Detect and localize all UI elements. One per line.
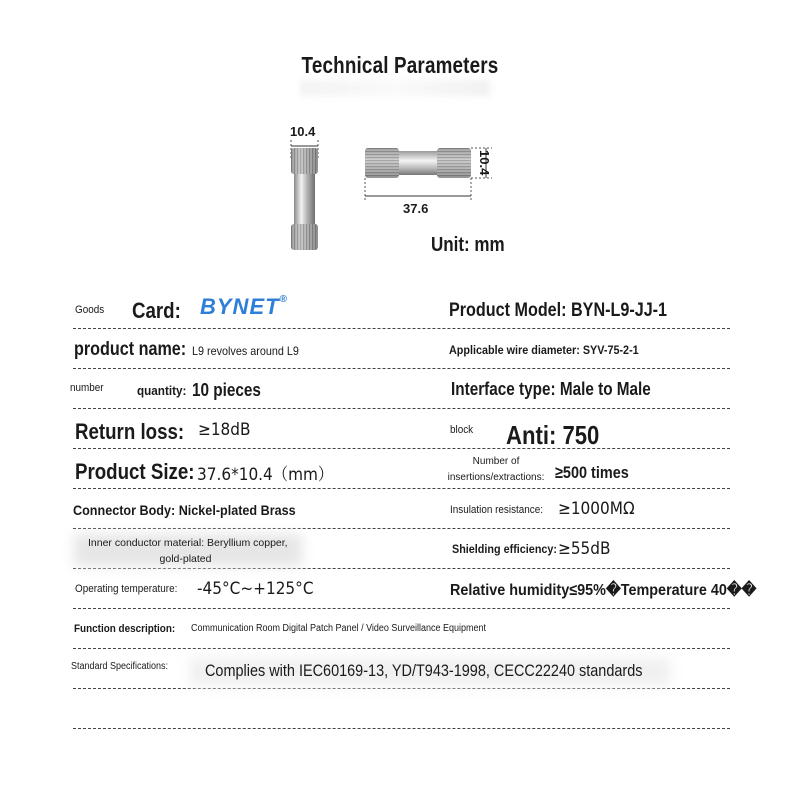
product-size-label: Product Size: bbox=[75, 459, 195, 484]
number-label: number bbox=[70, 382, 104, 394]
standard-value: Complies with IEC60169-13, YD/T943-1998, CECC22240 standards bbox=[205, 661, 643, 680]
brand-logo bbox=[200, 294, 288, 320]
product-name-value: L9 revolves around L9 bbox=[192, 344, 299, 358]
row-divider bbox=[73, 688, 730, 689]
operating-temp-value: -45°C~+125°C bbox=[197, 579, 314, 599]
row-divider bbox=[73, 528, 730, 529]
return-loss-label: Return loss: bbox=[75, 419, 185, 444]
dim-diameter-top: 10.4 bbox=[290, 124, 316, 139]
brand-name: BYNET bbox=[200, 294, 280, 319]
function-label: Function description: bbox=[74, 623, 176, 635]
row-divider bbox=[73, 728, 730, 729]
insulation-value: ≥1000MΩ bbox=[558, 499, 635, 519]
row-divider bbox=[73, 568, 730, 569]
inner-conductor-line1: Inner conductor material: Beryllium copper, bbox=[88, 537, 288, 549]
product-name-label: product name: bbox=[74, 339, 187, 360]
card-label: Card: bbox=[132, 298, 181, 323]
shielding-value: ≥55dB bbox=[558, 539, 611, 559]
operating-temp-label: Operating temperature: bbox=[75, 583, 178, 595]
goods-label: Goods bbox=[75, 304, 105, 316]
return-loss-value: ≥18dB bbox=[198, 420, 251, 440]
row-divider bbox=[73, 368, 730, 369]
inner-conductor-line2: gold-plated bbox=[159, 553, 212, 565]
product-model: Product Model: BYN-L9-JJ-1 bbox=[449, 300, 668, 321]
row-divider bbox=[73, 608, 730, 609]
humidity-temperature: Relative humidity≤95%�Temperature 40�� bbox=[450, 582, 757, 599]
unit-label: Unit: mm bbox=[431, 234, 505, 256]
dim-diameter-side: 10.4 bbox=[477, 150, 492, 176]
anti-value: Anti: 750 bbox=[506, 420, 600, 450]
function-value: Communication Room Digital Patch Panel / Video Surveillance Equipment bbox=[191, 623, 486, 634]
insertions-label bbox=[443, 454, 549, 486]
row-divider bbox=[73, 648, 730, 649]
row-divider bbox=[73, 328, 730, 329]
row-divider bbox=[73, 488, 730, 489]
registered-mark: ® bbox=[279, 294, 288, 305]
insertions-value: ≥500 times bbox=[555, 463, 629, 482]
insulation-label: Insulation resistance: bbox=[450, 504, 544, 516]
block-label: block bbox=[450, 424, 474, 436]
page-title: Technical Parameters bbox=[301, 52, 499, 78]
connector-body: Connector Body: Nickel-plated Brass bbox=[73, 502, 296, 518]
insertions-label-line1: Number of bbox=[472, 456, 520, 467]
title-reflection bbox=[300, 80, 490, 96]
insertions-label-line2: insertions/extractions: bbox=[447, 472, 545, 483]
quantity-label: quantity: bbox=[137, 383, 187, 398]
wire-diameter: Applicable wire diameter: SYV-75-2-1 bbox=[449, 343, 639, 357]
row-divider bbox=[73, 408, 730, 409]
shielding-label: Shielding efficiency: bbox=[452, 542, 558, 556]
dim-length: 37.6 bbox=[403, 201, 429, 216]
quantity-value: 10 pieces bbox=[192, 380, 261, 400]
product-size-value: 37.6*10.4（mm） bbox=[197, 465, 334, 485]
standard-label: Standard Specifications: bbox=[71, 661, 169, 672]
inner-conductor bbox=[88, 535, 288, 567]
interface-type: Interface type: Male to Male bbox=[451, 379, 651, 399]
row-divider bbox=[73, 448, 730, 449]
